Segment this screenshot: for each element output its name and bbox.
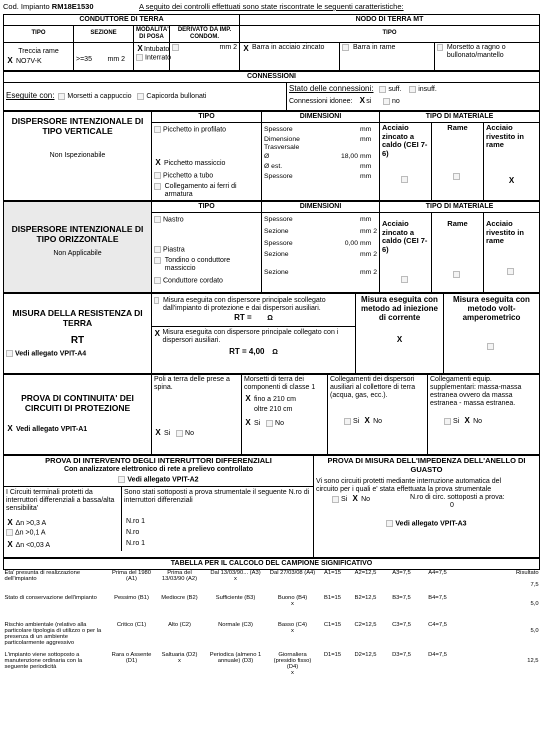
sample-option-label: Normale (C3) bbox=[218, 621, 253, 628]
horizontal-title: DISPERSORE INTENZIONALE DI TIPO ORIZZONTALE bbox=[11, 223, 144, 244]
sample-option bbox=[268, 595, 318, 622]
interrato-checkbox[interactable] bbox=[136, 54, 143, 61]
col-derivato: DERIVATO DA IMP. CONDOM. bbox=[170, 26, 240, 43]
loop-nro-label: N.ro di circ. sottoposti a prova: bbox=[410, 494, 505, 502]
vertical-title-cell bbox=[4, 111, 152, 200]
oltre-label: oltre 210 cm bbox=[254, 406, 293, 414]
sample-option-mark: x bbox=[291, 669, 294, 676]
mat-riv-cell bbox=[484, 122, 540, 200]
vpit-a1-mark: X bbox=[7, 423, 13, 433]
rcd-subtitle: Con analizzatore elettronico di rete a prelievo controllato bbox=[63, 465, 254, 473]
sezione-unit: mm 2 bbox=[107, 55, 126, 63]
sample-coef: D4=7,5 bbox=[428, 651, 447, 658]
rcd-row1-checkbox[interactable] bbox=[6, 529, 13, 536]
voltamp-cell bbox=[444, 293, 540, 373]
sample-option-label: Sufficiente (B3) bbox=[215, 594, 256, 601]
cordato-label: Conduttore cordato bbox=[163, 277, 223, 285]
sample-row-label: Rischio ambientale (relativo alla particolare tipologia di utilizzo o per la presenza di un ambiente particolarmente aggressivo bbox=[4, 621, 102, 646]
resistance-table bbox=[3, 293, 540, 374]
sample-option bbox=[268, 570, 318, 595]
connections-table bbox=[3, 71, 540, 111]
opt2-mark: X bbox=[154, 329, 160, 339]
sample-option bbox=[204, 570, 268, 595]
sample-option bbox=[204, 622, 268, 652]
sample-option-label: Prima del 1980 (A1) bbox=[112, 570, 151, 583]
sample-coef: C1=15 bbox=[323, 621, 342, 628]
poli-no: No bbox=[185, 430, 194, 438]
equip-si-checkbox[interactable] bbox=[444, 418, 451, 425]
sample-coef: C2=12,5 bbox=[354, 621, 377, 628]
sample-row bbox=[4, 595, 540, 622]
horizontal-tipo-cell bbox=[152, 212, 262, 292]
morsetto-checkbox[interactable] bbox=[437, 44, 443, 51]
h-mat-rame-cell bbox=[432, 212, 484, 292]
loop-cell bbox=[314, 455, 540, 557]
sample-option bbox=[156, 622, 204, 652]
sample-body bbox=[4, 570, 540, 681]
capicorda-label: Capicorda bullonati bbox=[146, 93, 207, 101]
si-mark: X bbox=[359, 95, 365, 105]
sample-result bbox=[456, 652, 540, 681]
morsetto-cell bbox=[435, 42, 540, 70]
massiccio-mark: X bbox=[155, 158, 161, 168]
opt2-label: Misura eseguita con dispersore principale collegato con i dispersori ausiliari. bbox=[162, 329, 339, 345]
resistance-title: MISURA DELLA RESISTENZA DI TERRA bbox=[12, 307, 143, 328]
piastra-label: Piastra bbox=[163, 246, 185, 254]
vertical-disperser-table bbox=[3, 111, 540, 201]
diam-est-label: Ø est. bbox=[264, 163, 283, 171]
morsetti-no: No bbox=[275, 420, 284, 428]
rcd-row1-nro: N.ro bbox=[126, 529, 140, 537]
equip-cell bbox=[428, 374, 540, 454]
loop-no-mark: X bbox=[352, 494, 358, 504]
barra-zincato-label: Barra in acciaio zincato bbox=[252, 43, 325, 51]
vertical-dim-cell bbox=[262, 122, 380, 200]
barra-rame-checkbox[interactable] bbox=[342, 44, 349, 51]
continuity-table bbox=[3, 374, 540, 455]
sample-option bbox=[108, 622, 156, 652]
rcd-row0-nro: N.ro 1 bbox=[126, 518, 146, 526]
sample-option bbox=[268, 652, 318, 681]
opt2-rt: RT = 4,00 bbox=[229, 347, 265, 357]
sample-option-label: Pessimo (B1) bbox=[114, 594, 149, 601]
trasv-unit: mm bbox=[360, 135, 372, 143]
horizontal-disperser-table bbox=[3, 201, 540, 293]
opt1-rt: RT = bbox=[234, 313, 252, 323]
sample-option-label: Periodica (almeno 1 annuale) (D3) bbox=[209, 651, 262, 664]
horizontal-col-mat: TIPO DI MATERIALE bbox=[380, 201, 540, 212]
poli-cell bbox=[152, 374, 242, 454]
insuff-label: insuff. bbox=[418, 85, 437, 93]
sample-row-label: Eta' presunta di realizzazione dell'impianto bbox=[4, 570, 81, 583]
poli-si-mark: X bbox=[155, 428, 161, 438]
sample-coef: B2=12,5 bbox=[354, 594, 377, 601]
mat-riv-label: Acciaio rivestito in rame bbox=[486, 122, 524, 150]
sample-option-mark: x bbox=[178, 657, 181, 664]
posa-cell bbox=[134, 42, 170, 70]
sample-option bbox=[156, 570, 204, 595]
result-value: 7,5 bbox=[530, 582, 539, 589]
sample-option-label: Alto (C2) bbox=[168, 621, 191, 628]
mat-zinc-label: Acciaio zincato a caldo (CEI 7-6) bbox=[382, 122, 428, 158]
sample-option bbox=[156, 595, 204, 622]
sample-option bbox=[268, 622, 318, 652]
sample-coef: D3=7,5 bbox=[392, 651, 411, 658]
vpit-a2-checkbox[interactable] bbox=[118, 476, 125, 483]
morsetti-no-checkbox[interactable] bbox=[266, 420, 273, 427]
iniezione-label: Misura eseguita con metodo ad iniezione di corrente bbox=[361, 294, 438, 323]
sample-option-label: Critico (C1) bbox=[116, 621, 147, 628]
derivato-cell bbox=[170, 42, 240, 70]
h-mat-rame-checkbox[interactable] bbox=[453, 271, 460, 278]
sample-coef: D1=15 bbox=[323, 651, 342, 658]
opt1-ohm: Ω bbox=[267, 315, 273, 323]
tipo-line1: Treccia rame bbox=[18, 47, 59, 55]
tipo-mark: X bbox=[7, 55, 13, 65]
h-spessore-label: Spessore bbox=[264, 215, 293, 223]
rcd-row2-nro: N.ro 1 bbox=[126, 540, 146, 548]
diam-est-unit: mm bbox=[360, 163, 372, 171]
col-sezione: SEZIONE bbox=[74, 26, 134, 43]
rcd-loop-table bbox=[3, 455, 540, 558]
loop-title: PROVA DI MISURA DELL'IMPEDENZA DELL'ANELLO DI GUASTO bbox=[327, 455, 526, 474]
armatura-label: Collegamento ai ferri di armatura bbox=[164, 182, 237, 198]
morsetti-label: Morsetti di terra dei componenti di classe 1 bbox=[244, 375, 316, 392]
morsetto-label: Morsetto a ragno o bullonato/mantello bbox=[446, 43, 506, 59]
result-value: 12,5 bbox=[527, 657, 539, 664]
opt1-label: Misura eseguita con dispersore principale scollegato dall'impianto di protezione e dai dispersori ausiliari. bbox=[162, 296, 326, 313]
vpit-a4-checkbox[interactable] bbox=[6, 350, 13, 357]
tipo-cell bbox=[4, 42, 74, 70]
piastra-checkbox[interactable] bbox=[154, 246, 161, 253]
derivato-checkbox[interactable] bbox=[172, 44, 179, 51]
sample-option-mark: x bbox=[291, 627, 294, 634]
mat-rame-label: Rame bbox=[447, 122, 468, 132]
sample-table bbox=[3, 558, 540, 681]
sample-coef: A4=7,5 bbox=[428, 570, 447, 577]
armatura-checkbox[interactable] bbox=[154, 183, 161, 190]
equip-label: Collegamenti equip. supplementari: massa-massa estranea ovvero da massa estranea - massa estranea. bbox=[430, 375, 522, 408]
sample-option bbox=[108, 652, 156, 681]
mat-zinc-checkbox[interactable] bbox=[401, 176, 408, 183]
sample-option-label: Rara o Assente (D1) bbox=[111, 651, 152, 664]
barra-rame-cell bbox=[340, 42, 435, 70]
sample-coef: C3=7,5 bbox=[392, 621, 411, 628]
conduttore-title: CONDUTTORE DI TERRA bbox=[4, 15, 240, 26]
vpit-a3-label: Vedi allegato VPIT-A3 bbox=[395, 520, 467, 528]
coll-si: Si bbox=[353, 418, 360, 426]
h-spessore2-label: Spessore bbox=[264, 239, 293, 247]
vpit-a2-label: Vedi allegato VPIT-A2 bbox=[127, 475, 199, 483]
sample-row bbox=[4, 622, 540, 652]
massiccio-label: Picchetto massiccio bbox=[163, 160, 226, 168]
sample-row bbox=[4, 570, 540, 595]
rcd-row0-label: Δn >0,3 A bbox=[15, 520, 47, 528]
diam-label: Ø bbox=[264, 153, 270, 161]
resistance-options-cell bbox=[152, 293, 356, 373]
loop-si: Si bbox=[341, 496, 348, 504]
h-mat-riv-cell bbox=[484, 212, 540, 292]
morsetti-checkbox[interactable] bbox=[58, 93, 65, 100]
h-spessore-unit: mm bbox=[360, 215, 372, 223]
connessioni-title: CONNESSIONI bbox=[4, 71, 540, 82]
suff-label: suff. bbox=[388, 85, 402, 93]
sample-row-label: L'impianto viene sottoposto a manutenzione ordinaria con la seguente periodicità bbox=[4, 651, 83, 670]
horizontal-dim-cell bbox=[262, 212, 380, 292]
profilato-checkbox[interactable] bbox=[154, 126, 161, 133]
continuity-title-cell bbox=[4, 374, 152, 454]
spessore-label: Spessore bbox=[264, 125, 293, 133]
horizontal-title-cell bbox=[4, 201, 152, 292]
sample-option bbox=[204, 652, 268, 681]
sample-option-mark: x bbox=[234, 576, 237, 583]
sample-coef: D2=12,5 bbox=[354, 651, 377, 658]
sample-option-label: Basso (C4) bbox=[278, 621, 307, 628]
resistance-title-cell bbox=[4, 293, 152, 373]
sample-result bbox=[456, 622, 540, 652]
form-header bbox=[3, 3, 539, 14]
cordato-checkbox[interactable] bbox=[154, 277, 161, 284]
sample-coef: A3=7,5 bbox=[392, 570, 411, 577]
h-mat-zinc-label: Acciaio zincato a caldo (CEI 7-6) bbox=[382, 218, 428, 254]
sample-option bbox=[108, 595, 156, 622]
barra-zincato-mark: X bbox=[243, 43, 249, 53]
sample-result bbox=[456, 570, 540, 595]
fino-label: fino a 210 cm bbox=[253, 396, 296, 404]
continuity-title: PROVA DI CONTINUITA' DEI CIRCUITI DI PROTEZIONE bbox=[21, 392, 134, 413]
spessore-unit: mm bbox=[360, 125, 372, 133]
poli-no-checkbox[interactable] bbox=[176, 430, 183, 437]
vpit-a1-label: Vedi allegato VPIT-A1 bbox=[15, 425, 88, 433]
trasv-label: Dimensione Trasversale bbox=[264, 135, 300, 151]
diam-value: 18,00 bbox=[340, 153, 358, 161]
sezione-cell bbox=[74, 42, 134, 70]
rcd-row2-mark: X bbox=[7, 540, 13, 550]
profilato-label: Picchetto in profilato bbox=[163, 126, 227, 134]
col-tipo: TIPO bbox=[4, 26, 74, 43]
iniezione-mark: X bbox=[396, 334, 403, 344]
vpit-a4-label: Vedi allegato VPIT-A4 bbox=[15, 350, 87, 358]
result-value: 5,0 bbox=[530, 627, 539, 634]
nastro-label: Nastro bbox=[163, 216, 184, 224]
equip-no: No bbox=[473, 418, 483, 426]
h-spessore2-unit: mm bbox=[360, 239, 372, 247]
sample-option-label: Prima del 13/03/90 (A2) bbox=[161, 570, 198, 583]
sample-option bbox=[204, 595, 268, 622]
rcd-title: PROVA DI INTERVENTO DEGLI INTERRUTTORI DIFFERENZIALI bbox=[45, 455, 272, 465]
idonee-label: Connessioni idonee: bbox=[289, 97, 353, 105]
mat-rame-cell bbox=[432, 122, 484, 200]
sample-result bbox=[456, 595, 540, 622]
sample-row-label: Stato di conservazione dell'impianto bbox=[4, 594, 97, 601]
plant-code: RM18E1530 bbox=[51, 2, 94, 11]
rcd-cell bbox=[4, 455, 314, 557]
sample-coef: A1=15 bbox=[324, 570, 341, 577]
sample-coef: C4=7,5 bbox=[428, 621, 447, 628]
sample-option-label: Dal 13/03/90... (A3) bbox=[210, 570, 261, 577]
vpit-a3-checkbox[interactable] bbox=[386, 520, 393, 527]
sample-title: TABELLA PER IL CALCOLO DEL CAMPIONE SIGNIFICATIVO bbox=[4, 558, 540, 569]
poli-label: Poli a terra delle prese a spina. bbox=[154, 375, 230, 392]
h-sezione2-label: Sezione bbox=[264, 251, 289, 259]
spessore2-unit: mm bbox=[360, 172, 372, 180]
suff-checkbox[interactable] bbox=[379, 86, 386, 93]
iniezione-cell bbox=[356, 293, 444, 373]
loop-si-checkbox[interactable] bbox=[332, 496, 339, 503]
rcd-left-text: I Circuiti terminali protetti da interruttori differenziali a bassa/alta sensibilita' bbox=[4, 487, 122, 515]
h-spessore-value: 0,00 bbox=[344, 239, 358, 247]
sample-coef: B1=15 bbox=[324, 594, 341, 601]
h-sezione-label: Sezione bbox=[264, 227, 289, 235]
sample-option-label: Dal 27/03/08 (A4) bbox=[269, 570, 316, 577]
sample-option-label: Mediocre (B2) bbox=[161, 594, 198, 601]
vertical-status: Non Ispezionabile bbox=[49, 152, 106, 160]
h-mat-riv-label: Acciaio rivestito in rame bbox=[486, 218, 524, 246]
sample-coef: B4=7,5 bbox=[428, 594, 447, 601]
h-sezione3-label: Sezione bbox=[264, 269, 289, 277]
rcd-row1-label: Δn >0,1 A bbox=[15, 529, 46, 537]
morsetti-label: Morsetti a cappuccio bbox=[67, 93, 132, 101]
no-checkbox[interactable] bbox=[383, 98, 390, 105]
sample-option-mark: x bbox=[291, 600, 294, 607]
sample-coef: A2=12,5 bbox=[354, 570, 377, 577]
eseguite-cell bbox=[4, 82, 287, 110]
nastro-checkbox[interactable] bbox=[154, 216, 161, 223]
horizontal-col-dim: DIMENSIONI bbox=[262, 201, 380, 212]
stato-cell bbox=[287, 82, 540, 110]
voltamp-label: Misura eseguita con metodo volt-amperometrico bbox=[453, 294, 530, 323]
vertical-title: DISPERSORE INTENZIONALE DI TIPO VERTICALE bbox=[11, 115, 144, 136]
morsetti-cell bbox=[242, 374, 328, 454]
no-label: no bbox=[392, 97, 400, 105]
equip-no-mark: X bbox=[464, 416, 470, 426]
morsetti-si-mark: X bbox=[245, 418, 251, 428]
rt-label: RT bbox=[70, 334, 85, 346]
result-header: Risultato bbox=[515, 570, 539, 577]
tubo-checkbox[interactable] bbox=[154, 172, 161, 179]
h-mat-riv-checkbox[interactable] bbox=[507, 268, 514, 275]
capicorda-checkbox[interactable] bbox=[137, 93, 144, 100]
h-sezione3-unit: mm 2 bbox=[360, 269, 377, 277]
mat-zinc-cell bbox=[380, 122, 432, 200]
horizontal-status: Non Applicabile bbox=[53, 250, 102, 258]
collegamenti-label: Collegamenti dei dispersori ausiliari al collettore di terra (acqua, gas, ecc.). bbox=[330, 375, 416, 400]
result-value: 5,0 bbox=[530, 600, 539, 607]
conductor-table bbox=[3, 14, 540, 71]
sample-coef: B3=7,5 bbox=[392, 594, 411, 601]
tondino-checkbox[interactable] bbox=[154, 257, 161, 264]
horizontal-col-tipo: TIPO bbox=[152, 201, 262, 212]
poli-si: Si bbox=[163, 430, 171, 438]
h-mat-rame-label: Rame bbox=[447, 218, 468, 228]
spessore2-label: Spessore bbox=[264, 172, 293, 180]
h-sezione-unit: mm 2 bbox=[360, 227, 377, 235]
insuff-checkbox[interactable] bbox=[409, 86, 416, 93]
morsetti-si: Si bbox=[253, 420, 261, 428]
loop-no: No bbox=[361, 496, 371, 504]
sample-option bbox=[156, 652, 204, 681]
coll-no: No bbox=[373, 418, 383, 426]
coll-si-checkbox[interactable] bbox=[344, 418, 351, 425]
verification-form bbox=[3, 3, 539, 681]
loop-nro-value: 0 bbox=[450, 502, 454, 510]
col-modalita: MODALITA' DI POSA bbox=[134, 26, 170, 43]
code-label: Cod. Impianto bbox=[3, 2, 50, 11]
rcd-row0-mark: X bbox=[7, 518, 13, 528]
sample-row bbox=[4, 652, 540, 681]
voltamp-checkbox[interactable] bbox=[487, 343, 494, 350]
posa-mark: X bbox=[137, 43, 143, 53]
rcd-row2-label: Δn <0,03 A bbox=[15, 542, 51, 550]
tubo-label: Picchetto a tubo bbox=[163, 172, 214, 180]
vertical-col-mat: TIPO DI MATERIALE bbox=[380, 111, 540, 122]
opt2-ohm: Ω bbox=[272, 349, 278, 357]
si-label: si bbox=[366, 97, 372, 105]
vertical-col-dim: DIMENSIONI bbox=[262, 111, 380, 122]
h-sezione2-unit: mm 2 bbox=[360, 251, 377, 259]
loop-text: Vi sono circuiti protetti mediante interruzione automatica del circuito per i quali e' stata effettuata la prova strumentale bbox=[316, 478, 502, 494]
diam-unit: mm bbox=[360, 153, 372, 161]
eseguite-label: Eseguite con: bbox=[6, 91, 55, 101]
collegamenti-cell bbox=[328, 374, 428, 454]
vertical-col-tipo: TIPO bbox=[152, 111, 262, 122]
h-mat-zinc-cell bbox=[380, 212, 432, 292]
posa-intubato: Intubato bbox=[144, 45, 170, 53]
equip-si: Si bbox=[453, 418, 460, 426]
barra-zincato-cell bbox=[240, 42, 340, 70]
h-mat-zinc-checkbox[interactable] bbox=[401, 276, 408, 283]
tipo-line2: NO7V-K bbox=[15, 57, 42, 65]
opt1-checkbox[interactable] bbox=[154, 297, 159, 304]
sezione-value: >=35 bbox=[76, 55, 92, 63]
sample-option-label: Giornaliera (presidio fisso) (D4) bbox=[273, 651, 312, 670]
nodo-col-tipo: TIPO bbox=[240, 26, 540, 43]
nodo-title: NODO DI TERRA MT bbox=[240, 15, 540, 26]
barra-rame-label: Barra in rame bbox=[353, 43, 396, 51]
intro-text: A seguito dei controlli effettuati sono state riscontrate le seguenti caratteristiche: bbox=[139, 2, 404, 11]
posa-interrato: Interrato bbox=[145, 54, 172, 62]
tondino-label: Tondino o conduttore massiccio bbox=[164, 256, 231, 272]
sample-option bbox=[108, 570, 156, 595]
sample-option-label: Buono (B4) bbox=[277, 594, 308, 601]
mat-rame-checkbox[interactable] bbox=[453, 173, 460, 180]
coll-no-mark: X bbox=[364, 416, 370, 426]
sample-option-label: Saltuaria (D2) bbox=[161, 651, 198, 658]
mat-riv-mark: X bbox=[508, 175, 515, 185]
stato-label: Stato delle connessioni: bbox=[289, 83, 374, 93]
fino-mark: X bbox=[245, 394, 251, 404]
rcd-right-text: Sono stati sottoposti a prova strumentale il seguente N.ro di interruttori differenziali bbox=[124, 489, 310, 505]
vertical-tipo-cell bbox=[152, 122, 262, 200]
derivato-unit: mm 2 bbox=[219, 43, 238, 51]
